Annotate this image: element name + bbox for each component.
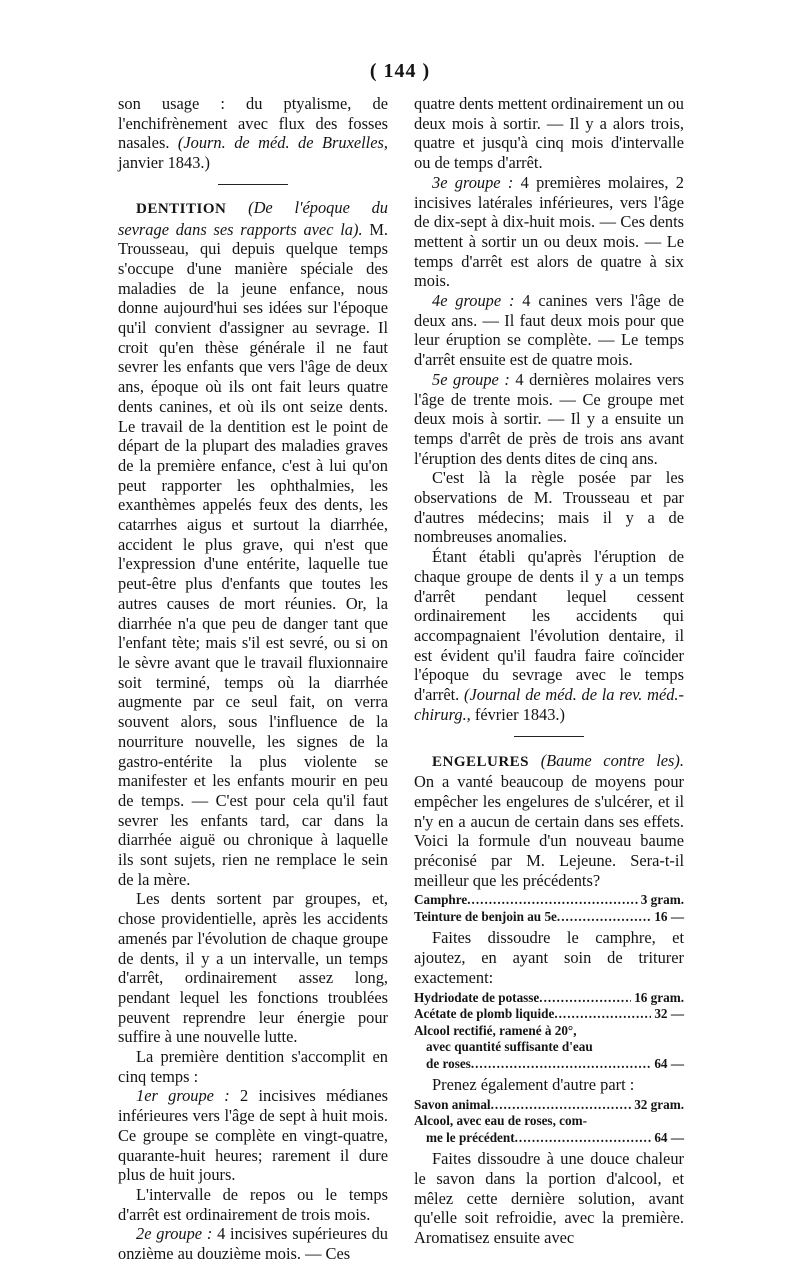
recipe-line: Alcool, avec eau de roses, com- — [414, 1113, 587, 1129]
citation-date: janvier 1843.) — [118, 153, 210, 173]
recipe-list — [414, 990, 684, 1073]
citation: (Journ. de méd. de Bruxelles, — [177, 133, 388, 153]
right-column — [414, 94, 684, 1248]
recipe-line: de roses ..... 64 — — [414, 1056, 684, 1073]
recipe-list — [414, 1097, 684, 1147]
paragraph: Étant établi qu'après l'éruption de chaque groupe de dents il y a un temps d'arrêt pendant lequel cessent ordinairement les accidents qui accompagnaient l'évolution dentaire, il est évident qu'il faudra faire coïncider l'époque du sevrage avec le temps d'arrêt. (Journal de méd. de la rev. méd.-chirurg., février 1843.) — [414, 547, 684, 724]
group-item: 1er groupe : 2 incisives médianes inférieures vers l'âge de sept à huit mois. Ce groupe se complète en vingt-quatre, quarante-huit heures; rarement il dure plus de huit jours. — [118, 1086, 388, 1185]
citation-date: février 1843.) — [474, 704, 565, 724]
headword-subtitle: (De l'époque du sevrage dans ses rapports avec la). — [118, 197, 388, 239]
article-body: M. Trousseau, qui depuis quelque temps s'occupe d'une manière spéciale des maladies de la jeune enfance, nous donne aujourd'hui ses idées sur l'époque qu'il convient d'assigner au sevrage. Il croit qu'en thèse générale il ne faut sevrer les enfants que vers l'âge de deux ans, époque où ils ont fait leurs quatre dents canines, et où ils ont seize dents. Le travail de la dentition est le point de départ de la plupart des maladies graves de la première enfance, c'est à lui qu'on peut rapporter les ophthalmies, les exanthèmes appelés feux des dents, les catarrhes aigus et surtout la diarrhée, accident le plus grave, qui n'est que l'expression d'une entérite, laquelle tue peut-être plus d'enfants que toutes les autres causes de mort réunies. Or, la diarrhée n'a que peu de danger tant que l'enfant tète; mais s'il est sevré, ou si on le sèvre avant que le travail fluxionnaire soit terminé, temps où la diarrhée augmente par ce seul fait, on verra souvent alors, sous l'influence de la nourriture nouvelle, les signes de la gastro-entérite la plus violente se manifester et les enfants mourir en peu de temps. — C'est pour cela qu'il faut sevrer les enfants tard, car dans la diarrhée aiguë ou chronique à laquelle ils sont sujets, rien ne remplace le sein de la mère. — [118, 219, 388, 889]
page-number: ( 144 ) — [369, 60, 431, 82]
recipe-line: Hydriodate de potasse ..... 16 gram. — [414, 990, 684, 1007]
group-item: 2e groupe : 4 incisives supérieures du onzième au douzième mois. — Ces — [118, 1224, 388, 1264]
recipe-line-continued: avec quantité suffisante d'eau — [426, 1039, 593, 1055]
headword: ENGELURES — [432, 753, 530, 770]
article-dentition — [118, 198, 388, 890]
recipe-line: Savon animal ..... 32 gram. — [414, 1097, 684, 1114]
separator-rule — [218, 184, 288, 185]
group-label: 4e groupe : — [432, 291, 515, 311]
paragraph: C'est là la règle posée par les observations de M. Trousseau et par d'autres médecins; mais il y a de nombreuses anomalies. — [414, 468, 684, 547]
group-label: 3e groupe : — [432, 172, 514, 192]
paragraph: quatre dents mettent ordinairement un ou deux mois à sortir. — Il y a alors trois, quatre et jusqu'à cinq mois d'intervalle ou de temps d'arrêt. — [414, 94, 684, 173]
recipe-list — [414, 892, 684, 925]
paragraph: Faites dissoudre le camphre, et ajoutez, en ayant soin de triturer exactement: — [414, 928, 684, 987]
paragraph: son usage : du ptyalisme, de l'enchifrènement avec flux des fosses nasales. (Journ. de méd. de Bruxelles, janvier 1843.) — [118, 94, 388, 173]
headword: DENTITION — [136, 200, 227, 217]
group-label: 5e groupe : — [432, 369, 510, 389]
group-item: 5e groupe : 4 dernières molaires vers l'âge de trente mois. — Ce groupe met deux mois à sortir. — Il y a ensuite un temps d'arrêt de près de trois ans avant l'éruption des dents dites de cinq ans. — [414, 369, 684, 468]
paragraph: Les dents sortent par groupes, et, chose providentielle, après les accidents amenés par l'évolution de chaque groupe de dents, il y a un intervalle, un temps d'arrêt, ordinairement assez long, pendant lequel les fonctions troublées peuvent reprendre leur énergie pour suffire à une nouvelle lutte. — [118, 889, 388, 1047]
recipe-line: me le précédent ..... 64 — — [414, 1130, 684, 1147]
recipe-line: Acétate de plomb liquide ..... 32 — — [414, 1006, 684, 1023]
headword-subtitle: (Baume contre les). — [540, 750, 684, 770]
paragraph: La première dentition s'accomplit en cinq temps : — [118, 1047, 388, 1086]
group-item: 4e groupe : 4 canines vers l'âge de deux ans. — Il faut deux mois pour que leur éruption se complète. — Le temps d'arrêt ensuite est de quatre mois. — [414, 291, 685, 370]
recipe-line: Camphre ..... 3 gram. — [414, 892, 684, 909]
recipe-line: Teinture de benjoin au 5e ..... 16 — — [414, 909, 684, 926]
paragraph: Faites dissoudre à une douce chaleur le savon dans la portion d'alcool, et mêlez cette dernière solution, avant qu'elle soit refroidie, avec la première. Aromatisez ensuite avec — [414, 1149, 684, 1248]
left-column — [118, 94, 388, 1264]
group-item: 3e groupe : 4 premières molaires, 2 incisives latérales inférieures, vers l'âge de dix-sept à dix-huit mois. — Ces dents mettent à sortir un ou deux mois. — Le temps d'arrêt est alors de quatre à six mois. — [414, 172, 684, 291]
paragraph: Prenez également d'autre part : — [432, 1075, 635, 1095]
citation: (Journal de méd. de la rev. méd.-chirurg., — [414, 685, 684, 724]
group-label: 2e groupe : — [136, 1224, 213, 1244]
article-body: On a vanté beaucoup de moyens pour empêcher les engelures de s'ulcérer, et il n'y en a aucun de certain dans ses effets. Voici la formule d'un nouveau baume préconisé par M. Lejeune. Sera-t-il meilleur que les précédents? — [414, 772, 684, 890]
separator-rule — [514, 736, 584, 737]
recipe-line: Alcool rectifié, ramené à 20°, — [414, 1022, 577, 1038]
article-engelures — [414, 751, 684, 891]
paragraph: L'intervalle de repos ou le temps d'arrêt est ordinairement de trois mois. — [118, 1184, 388, 1224]
group-label: 1er groupe : — [136, 1086, 230, 1106]
